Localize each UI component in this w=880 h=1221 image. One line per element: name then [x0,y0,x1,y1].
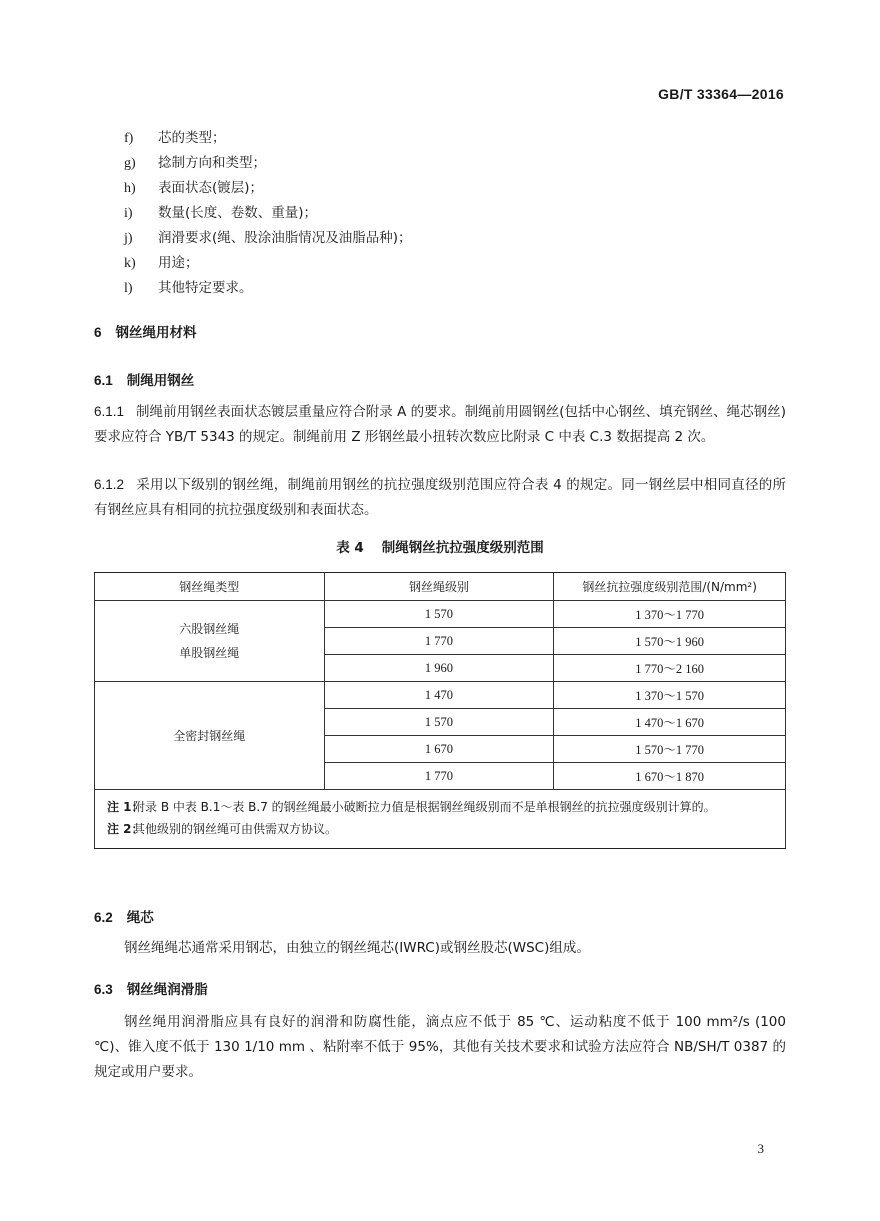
list-item-text: 用途； [158,255,199,271]
list-marker: f) [124,131,134,146]
clause-text: 采用以下级别的钢丝绳，制绳前用钢丝的抗拉强度级别范围应符合表 4 的规定。同一钢丝层中相同直径的所有钢丝应具有相同的抗拉强度级别和表面状态。 [94,477,786,518]
note-key: 注 2： [107,822,144,836]
rope-grade-cell: 1 770 [324,628,554,655]
column-header: 钢丝抗拉强度级别范围/(N/mm²) [554,573,786,601]
column-header: 钢丝绳级别 [324,573,554,601]
clause-number: 6.1.1 [94,404,125,419]
list-marker: k) [124,256,136,271]
section-title: 钢丝绳用材料 [115,325,197,341]
rope-grade-cell: 1 570 [324,709,554,736]
rope-grade-cell: 1 570 [324,601,554,628]
note-text: 其他级别的钢丝绳可由供需双方协议。 [133,822,338,836]
list-marker: g) [124,156,136,171]
section-6-1-heading [94,369,194,389]
section-number: 6.2 [94,910,113,925]
clause-6-1-2 [94,472,786,523]
table-header-row [95,573,786,601]
rope-type-label: 全密封钢丝绳 [173,728,246,743]
strength-range-cell: 1 570～1 960 [554,628,786,655]
list-marker: h) [124,181,136,196]
section-6-3-text: 钢丝绳用润滑脂应具有良好的润滑和防腐性能，滴点应不低于 85 ℃、运动粘度不低于 100 mm²/s (100 ℃)、锥入度不低于 130 1/10 mm 、粘附率不低于 95%，其他有关技术要求和试验方法应符合 NB/SH/T 0387 的规定或用户要求。 [94,1014,786,1080]
strength-range-cell: 1 770～2 160 [554,655,786,682]
rope-type-label: 单股钢丝绳 [179,646,240,660]
rope-grade-cell: 1 470 [324,682,554,709]
clause-number: 6.1.2 [94,477,125,492]
list-item-text: 表面状态(镀层)； [158,180,264,196]
list-item-text: 其他特定要求。 [158,280,253,296]
list-item-text: 芯的类型； [158,130,226,146]
tensile-strength-table [94,572,786,849]
strength-range-cell: 1 370～1 770 [554,601,786,628]
table-notes-row [95,790,786,849]
rope-type-cell [95,601,325,682]
section-title: 钢丝绳润滑脂 [126,982,208,998]
table-row [95,682,786,709]
rope-grade-cell: 1 770 [324,763,554,790]
page-number: 3 [757,1141,764,1156]
strength-range-cell: 1 470～1 670 [554,709,786,736]
strength-range-cell: 1 670～1 870 [554,763,786,790]
rope-type-label: 六股钢丝绳 [179,622,240,636]
list-marker: l) [124,281,133,296]
clause-6-1-1 [94,399,786,450]
list-item-text: 润滑要求(绳、股涂油脂情况及油脂品种)； [158,230,412,246]
list-marker: j) [124,231,133,246]
table-number: 表 4 [336,540,364,556]
section-number: 6 [94,325,102,340]
standard-code: GB/T 33364—2016 [658,86,784,102]
column-header: 钢丝绳类型 [95,573,325,601]
note-key: 注 1： [107,800,144,814]
table-notes [95,790,786,849]
section-number: 6.3 [94,982,113,997]
strength-range-cell: 1 370～1 570 [554,682,786,709]
list-item [124,126,412,151]
table-note [107,796,775,818]
strength-range-cell: 1 570～1 770 [554,736,786,763]
list-marker: i) [124,206,133,221]
list-item [124,201,412,226]
rope-type-cell [95,682,325,790]
section-title: 绳芯 [126,910,154,926]
section-6-heading [94,321,197,341]
section-6-2-heading [94,906,154,926]
note-text: 附录 B 中表 B.1～表 B.7 的钢丝绳最小破断拉力值是根据钢丝绳级别而不是单根钢丝的抗拉强度级别计算的。 [133,800,716,814]
rope-grade-cell: 1 670 [324,736,554,763]
rope-grade-cell: 1 960 [324,655,554,682]
section-6-2-text: 钢丝绳绳芯通常采用钢芯，由独立的钢丝绳芯(IWRC)或钢丝股芯(WSC)组成。 [124,940,590,956]
list-item [124,276,412,301]
list-item-text: 捻制方向和类型； [158,155,266,171]
section-number: 6.1 [94,373,113,388]
order-info-list [124,126,412,301]
table-caption: 制绳钢丝抗拉强度级别范围 [381,540,544,556]
table-title [0,536,880,556]
list-item-text: 数量(长度、卷数、重量)； [158,205,318,221]
list-item [124,151,412,176]
section-title: 制绳用钢丝 [126,373,195,389]
clause-text: 制绳前用钢丝表面状态镀层重量应符合附录 A 的要求。制绳前用圆钢丝(包括中心钢丝、填充钢丝、绳芯钢丝)要求应符合 YB/T 5343 的规定。制绳前用 Z 形钢丝最小扭转次数应比附录 C 中表 C.3 数据提高 2 次。 [94,404,786,445]
table-note [107,818,775,840]
table-row [95,601,786,628]
list-item [124,251,412,276]
list-item [124,176,412,201]
list-item [124,226,412,251]
section-6-3-heading [94,978,208,998]
